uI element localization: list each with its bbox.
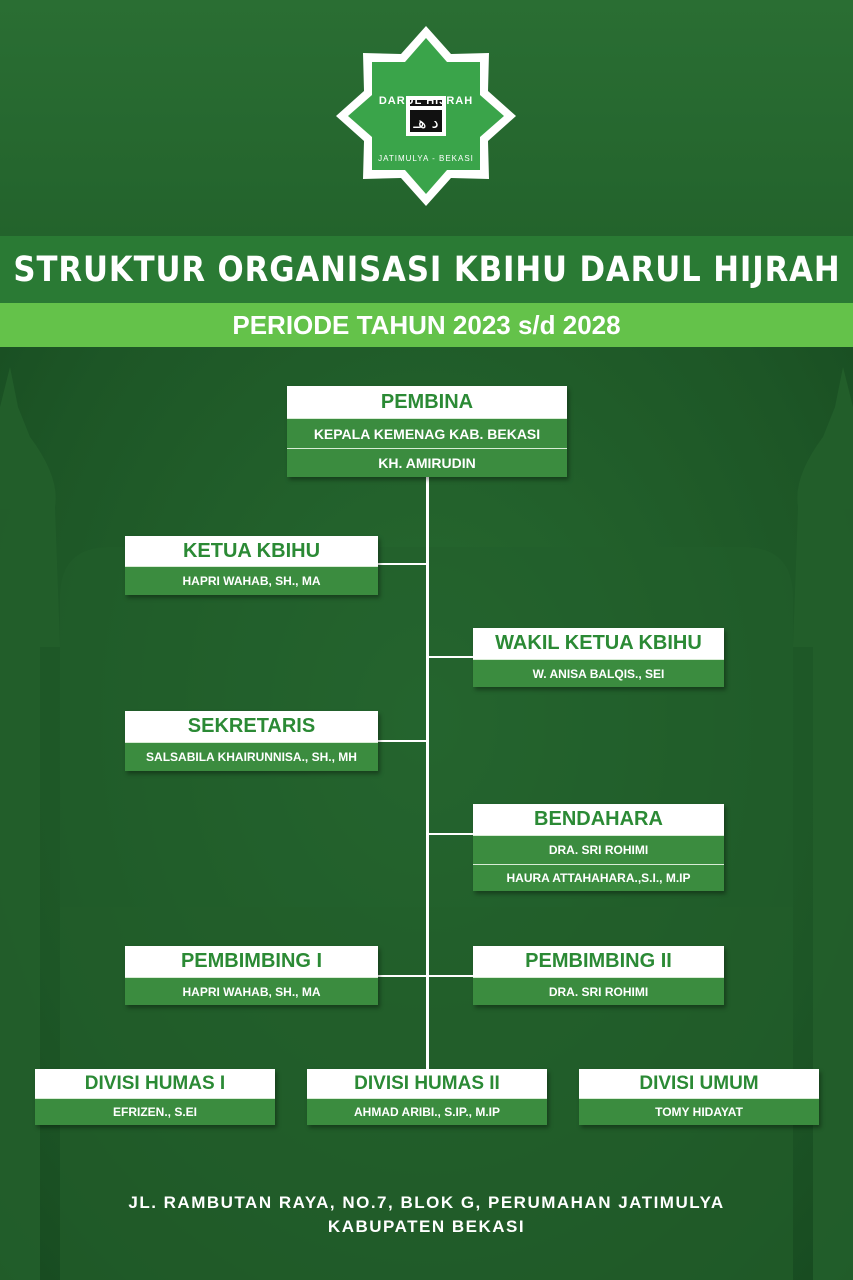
connector-ketua [377, 563, 427, 565]
pembimbing-1-name: HAPRI WAHAB, SH., MA [125, 977, 378, 1005]
divisi-umum-title: DIVISI UMUM [579, 1069, 819, 1098]
bendahara-name-1: DRA. SRI ROHIMI [473, 835, 724, 864]
pembina-role: KEPALA KEMENAG KAB. BEKASI [287, 418, 567, 448]
footer-address-line-2: KABUPATEN BEKASI [327, 1217, 526, 1236]
wakil-ketua-name: W. ANISA BALQIS., SEI [473, 659, 724, 687]
pembimbing-2-name: DRA. SRI ROHIMI [473, 977, 724, 1005]
page-title: STRUKTUR ORGANISASI KBIHU DARUL HIJRAH [12, 249, 841, 290]
pembina-box [287, 386, 567, 477]
divisi-humas-2-name: AHMAD ARIBI., S.IP., M.IP [307, 1098, 547, 1125]
pembimbing-1-title: PEMBIMBING I [125, 946, 378, 977]
pembimbing-2-box [473, 946, 724, 1005]
title-band [0, 236, 853, 303]
bendahara-name-2: HAURA ATTAHAHARA.,S.I., M.IP [473, 864, 724, 891]
logo-location: JATIMULYA - BEKASI [378, 154, 474, 163]
pembina-title: PEMBINA [287, 386, 567, 418]
darul-hijrah-logo [336, 26, 516, 206]
bendahara-title: BENDAHARA [473, 804, 724, 835]
ketua-title: KETUA KBIHU [125, 536, 378, 566]
pembimbing-1-box [125, 946, 378, 1005]
ketua-name: HAPRI WAHAB, SH., MA [125, 566, 378, 595]
star-emblem-icon [336, 26, 516, 206]
divisi-humas-1-title: DIVISI HUMAS I [35, 1069, 275, 1098]
footer-address-line-1: JL. RAMBUTAN RAYA, NO.7, BLOK G, PERUMAHAN JATIMULYA [128, 1193, 725, 1212]
divisi-humas-1-box [35, 1069, 275, 1125]
divisi-umum-name: TOMY HIDAYAT [579, 1098, 819, 1125]
sekretaris-box [125, 711, 378, 771]
period-label: PERIODE TAHUN 2023 s/d 2028 [232, 309, 621, 340]
period-band [0, 303, 853, 347]
pembimbing-2-title: PEMBIMBING II [473, 946, 724, 977]
divisi-humas-2-title: DIVISI HUMAS II [307, 1069, 547, 1098]
logo-name: DARUL HIJRAH [378, 95, 474, 107]
divisi-umum-box [579, 1069, 819, 1125]
wakil-ketua-title: WAKIL KETUA KBIHU [473, 628, 724, 659]
connector-bendahara [427, 833, 473, 835]
bendahara-box [473, 804, 724, 891]
divisi-humas-1-name: EFRIZEN., S.EI [35, 1098, 275, 1125]
connector-wakil [427, 656, 473, 658]
connector-sekretaris [377, 740, 427, 742]
pembina-name: KH. AMIRUDIN [287, 448, 567, 477]
sekretaris-title: SEKRETARIS [125, 711, 378, 742]
wakil-ketua-box [473, 628, 724, 687]
trunk-line [426, 476, 429, 1070]
connector-pembimbing [377, 975, 473, 977]
divisi-humas-2-box [307, 1069, 547, 1125]
ketua-box [125, 536, 378, 595]
logo-glyph: د هـ [413, 113, 439, 132]
sekretaris-name: SALSABILA KHAIRUNNISA., SH., MH [125, 742, 378, 771]
